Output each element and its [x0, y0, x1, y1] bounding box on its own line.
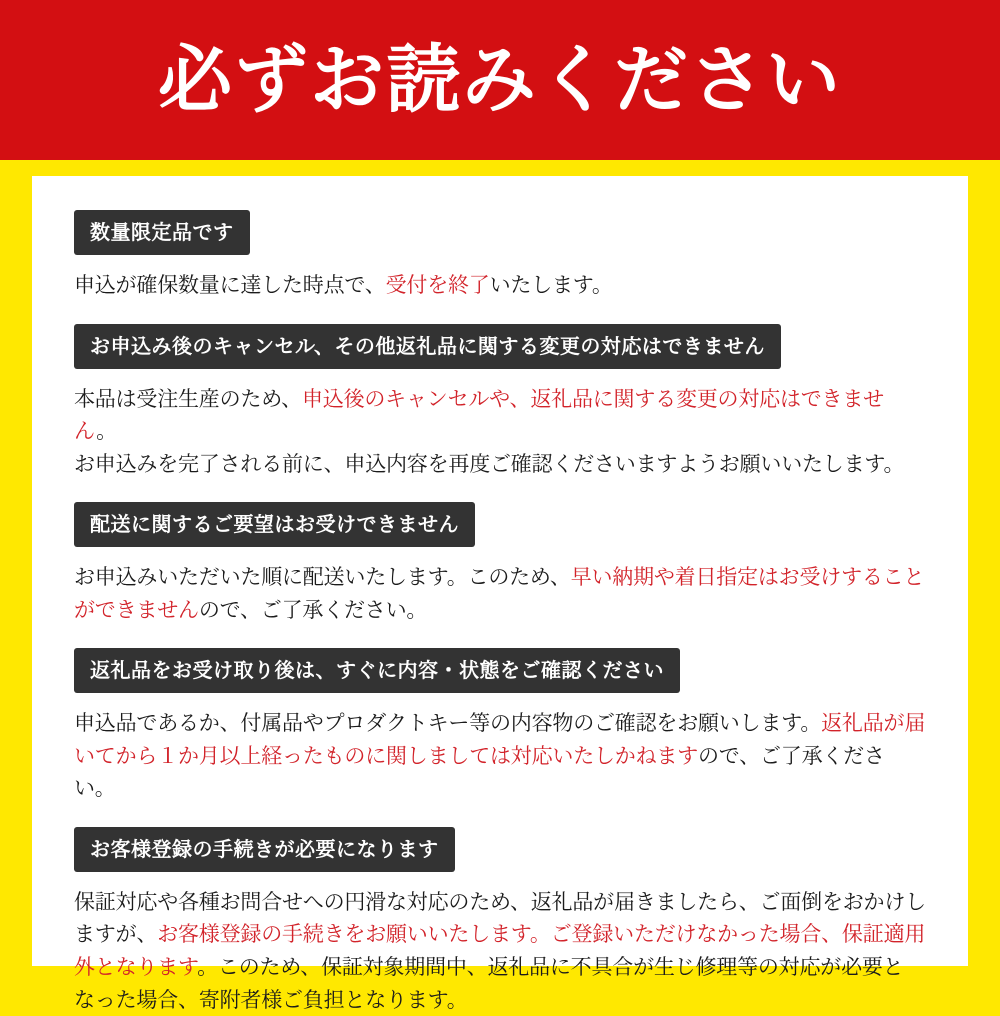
- body-line: [74, 740, 926, 805]
- section-heading: 返礼品をお受け取り後は、すぐに内容・状態をご確認ください: [74, 648, 680, 693]
- body-text: ので、ご了承ください。: [74, 743, 885, 801]
- body-text: お申込みを完了される前に、申込内容を再度ご確認くださいますようお願いいたします。: [74, 451, 905, 476]
- body-text: お申込みいただいた順に配送いたします。このため、: [74, 565, 571, 590]
- notice-section: [74, 827, 926, 1016]
- body-text: 保証対応や各種お問合せへの円滑な対応のため、返礼品が届きましたら、ご面倒をおかけし: [74, 889, 926, 914]
- section-body: [74, 383, 926, 481]
- body-text: 申込品であるか、付属品やプロダクトキー等の内容物のご確認をお願いします。: [74, 711, 822, 736]
- body-line: [74, 707, 926, 740]
- notice-section: [74, 502, 926, 626]
- body-text: ますが、: [74, 922, 158, 947]
- body-line: [74, 383, 926, 448]
- notice-section: [74, 210, 926, 302]
- body-line: [74, 561, 926, 594]
- body-text: なった場合、寄附者様ご負担となります。: [74, 987, 468, 1012]
- page-title: 必ずお読みください: [158, 37, 842, 123]
- section-body: [74, 886, 926, 1016]
- emphasis-text: ができません: [74, 597, 199, 622]
- section-heading: お申込み後のキャンセル、その他返礼品に関する変更の対応はできません: [74, 324, 781, 369]
- header-banner: [0, 0, 1000, 160]
- body-line: [74, 448, 926, 481]
- body-text: ので、ご了承ください。: [198, 597, 428, 622]
- body-text: 申込が確保数量に達した時点で、: [74, 273, 386, 297]
- body-text: 。このため、保証対象期間中、返礼品に不具合が生じ修理等の対応が必要と: [197, 955, 904, 980]
- body-line: [74, 594, 926, 627]
- body-text: 。: [96, 419, 117, 444]
- section-body: [74, 269, 926, 302]
- emphasis-text: 受付を終了: [385, 273, 490, 297]
- section-heading: 配送に関するご要望はお受けできません: [74, 502, 475, 547]
- section-heading: 数量限定品です: [74, 210, 250, 255]
- emphasis-text: 返礼品が届: [821, 711, 926, 736]
- body-line: [74, 269, 926, 302]
- emphasis-text: 外となります: [74, 955, 198, 980]
- notice-card: [32, 176, 968, 1012]
- body-text: いたします。: [489, 273, 613, 297]
- section-body: [74, 707, 926, 805]
- body-text: 本品は受注生産のため、: [74, 386, 302, 411]
- section-heading: お客様登録の手続きが必要になります: [74, 827, 455, 872]
- emphasis-text: 申込後のキャンセルや、返礼品に関する変更の対応はできません: [74, 386, 884, 444]
- body-line: [74, 918, 926, 951]
- notice-section: [74, 324, 926, 481]
- body-line: [74, 984, 926, 1016]
- body-line: [74, 886, 926, 919]
- emphasis-text: 早い納期や着日指定はお受けすること: [570, 565, 925, 590]
- notice-section: [74, 648, 926, 805]
- body-line: [74, 951, 926, 984]
- emphasis-text: お客様登録の手続きをお願いいたします。ご登録いただけなかった場合、保証適用: [157, 922, 926, 947]
- emphasis-text: いてから１か月以上経ったものに関しましては対応いたしかねます: [74, 743, 698, 768]
- section-body: [74, 561, 926, 626]
